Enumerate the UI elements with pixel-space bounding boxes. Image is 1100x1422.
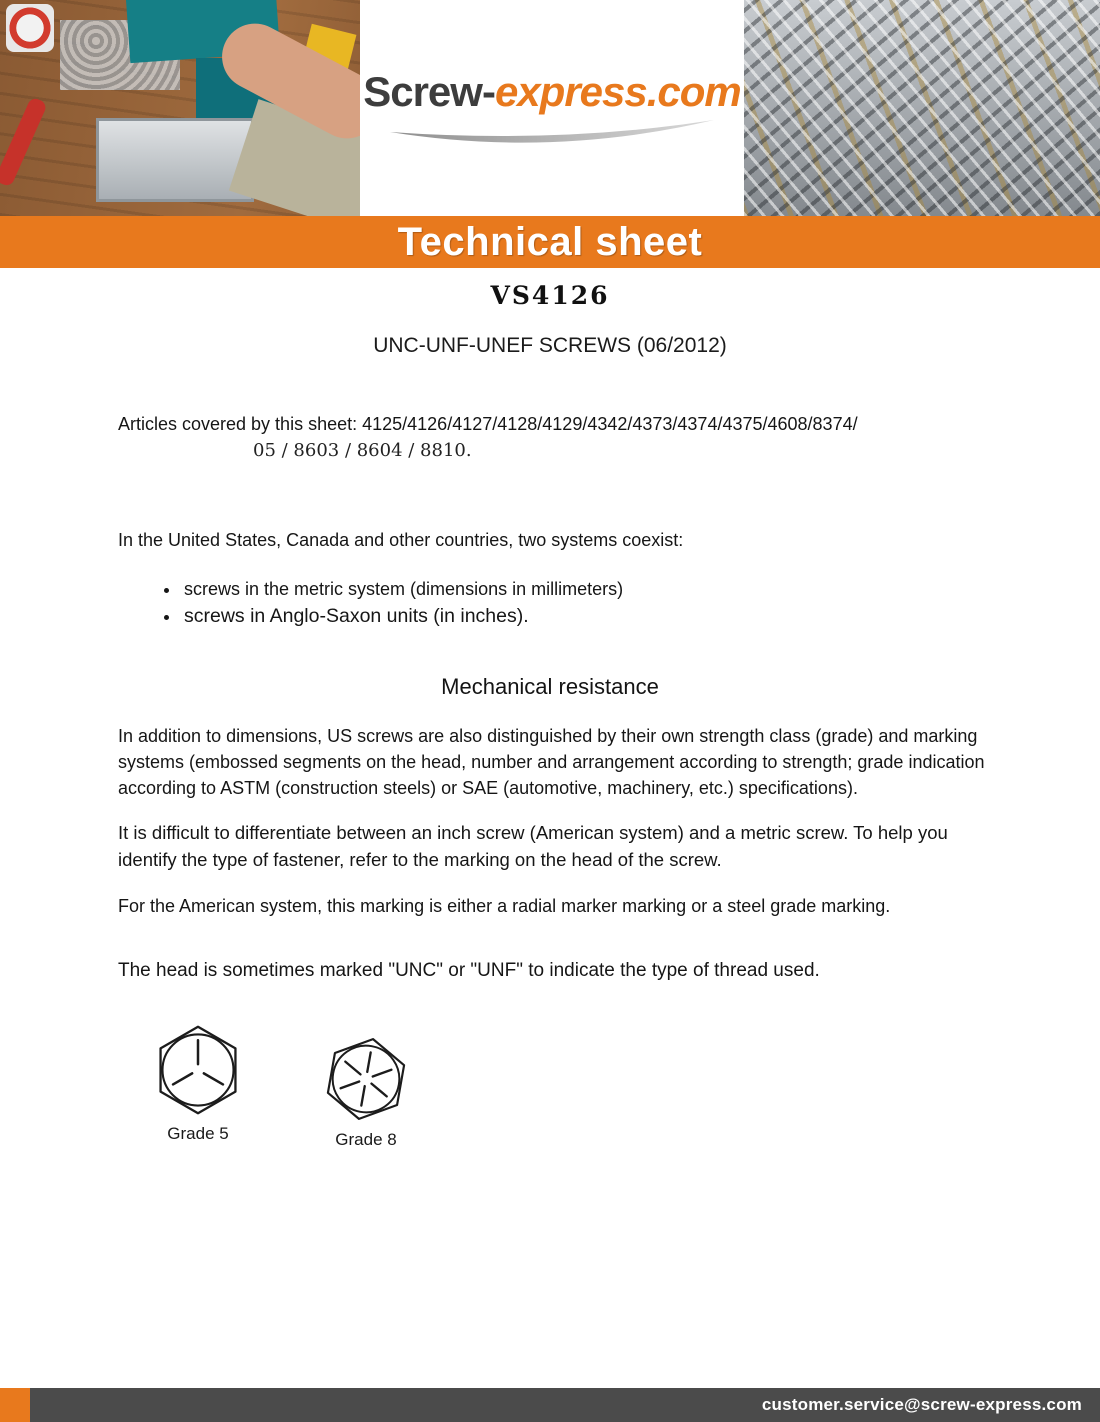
bullet-anglo-saxon-units: screws in Anglo-Saxon units (in inches). xyxy=(158,603,623,630)
paragraph-differentiate: It is difficult to differentiate between an inch screw (American system) and a metric screw. To help you identify the type of fastener, refer to the marking on the head of the screw. xyxy=(118,822,948,870)
grade5-head-icon xyxy=(150,1022,246,1118)
grade5-figure xyxy=(148,1022,248,1144)
grade8-figure xyxy=(316,1034,416,1150)
grade8-head-icon xyxy=(314,1027,418,1131)
paragraph-american-marking: For the American system, this marking is either a radial marker marking or a steel grade marking. xyxy=(118,896,891,916)
logo-text xyxy=(363,68,741,116)
photo-texture xyxy=(6,4,54,52)
document-title: UNC-UNF-UNEF SCREWS (06/2012) xyxy=(373,334,727,357)
header xyxy=(0,0,1100,216)
customer-service-email: customer.service@screw-express.com xyxy=(761,1395,1082,1414)
grade8-label: Grade 8 xyxy=(335,1130,397,1149)
logo xyxy=(360,0,744,216)
footer-accent-square xyxy=(0,1388,30,1422)
systems-bullet-list xyxy=(158,576,623,630)
footer xyxy=(0,1388,1100,1422)
intro-text: In the United States, Canada and other countries, two systems coexist: xyxy=(118,530,684,550)
banner xyxy=(0,216,1100,268)
logo-text-orange: express.com xyxy=(494,68,741,115)
grade5-label: Grade 5 xyxy=(167,1124,229,1143)
logo-swoosh-icon xyxy=(382,118,722,148)
document-code: VS4126 xyxy=(490,281,610,310)
photo-texture xyxy=(0,96,48,187)
section-heading-mechanical-resistance: Mechanical resistance xyxy=(441,674,659,699)
paragraph-head-marking: The head is sometimes marked "UNC" or "UNF" to indicate the type of thread used. xyxy=(118,960,820,981)
articles-covered-line2: 05 / 8603 / 8604 / 8810. xyxy=(253,440,472,461)
bullet-metric-system: screws in the metric system (dimensions in millimeters) xyxy=(158,576,623,603)
screws-photo xyxy=(744,0,1100,216)
paragraph-strength-class: In addition to dimensions, US screws are also distinguished by their own strength class (grade) and marking systems (embossed segments on the head, number and arrangement according to strength; grade indication according to ASTM (construction steels) or SAE (automotive, machinery, etc.) specifications). xyxy=(118,726,985,798)
workbench-photo xyxy=(0,0,360,216)
logo-text-dark: Screw- xyxy=(363,68,495,115)
banner-title: Technical sheet xyxy=(397,219,703,264)
articles-covered-line1: Articles covered by this sheet: 4125/4126/4127/4128/4129/4342/4373/4374/4375/4608/8374/ xyxy=(118,414,858,434)
